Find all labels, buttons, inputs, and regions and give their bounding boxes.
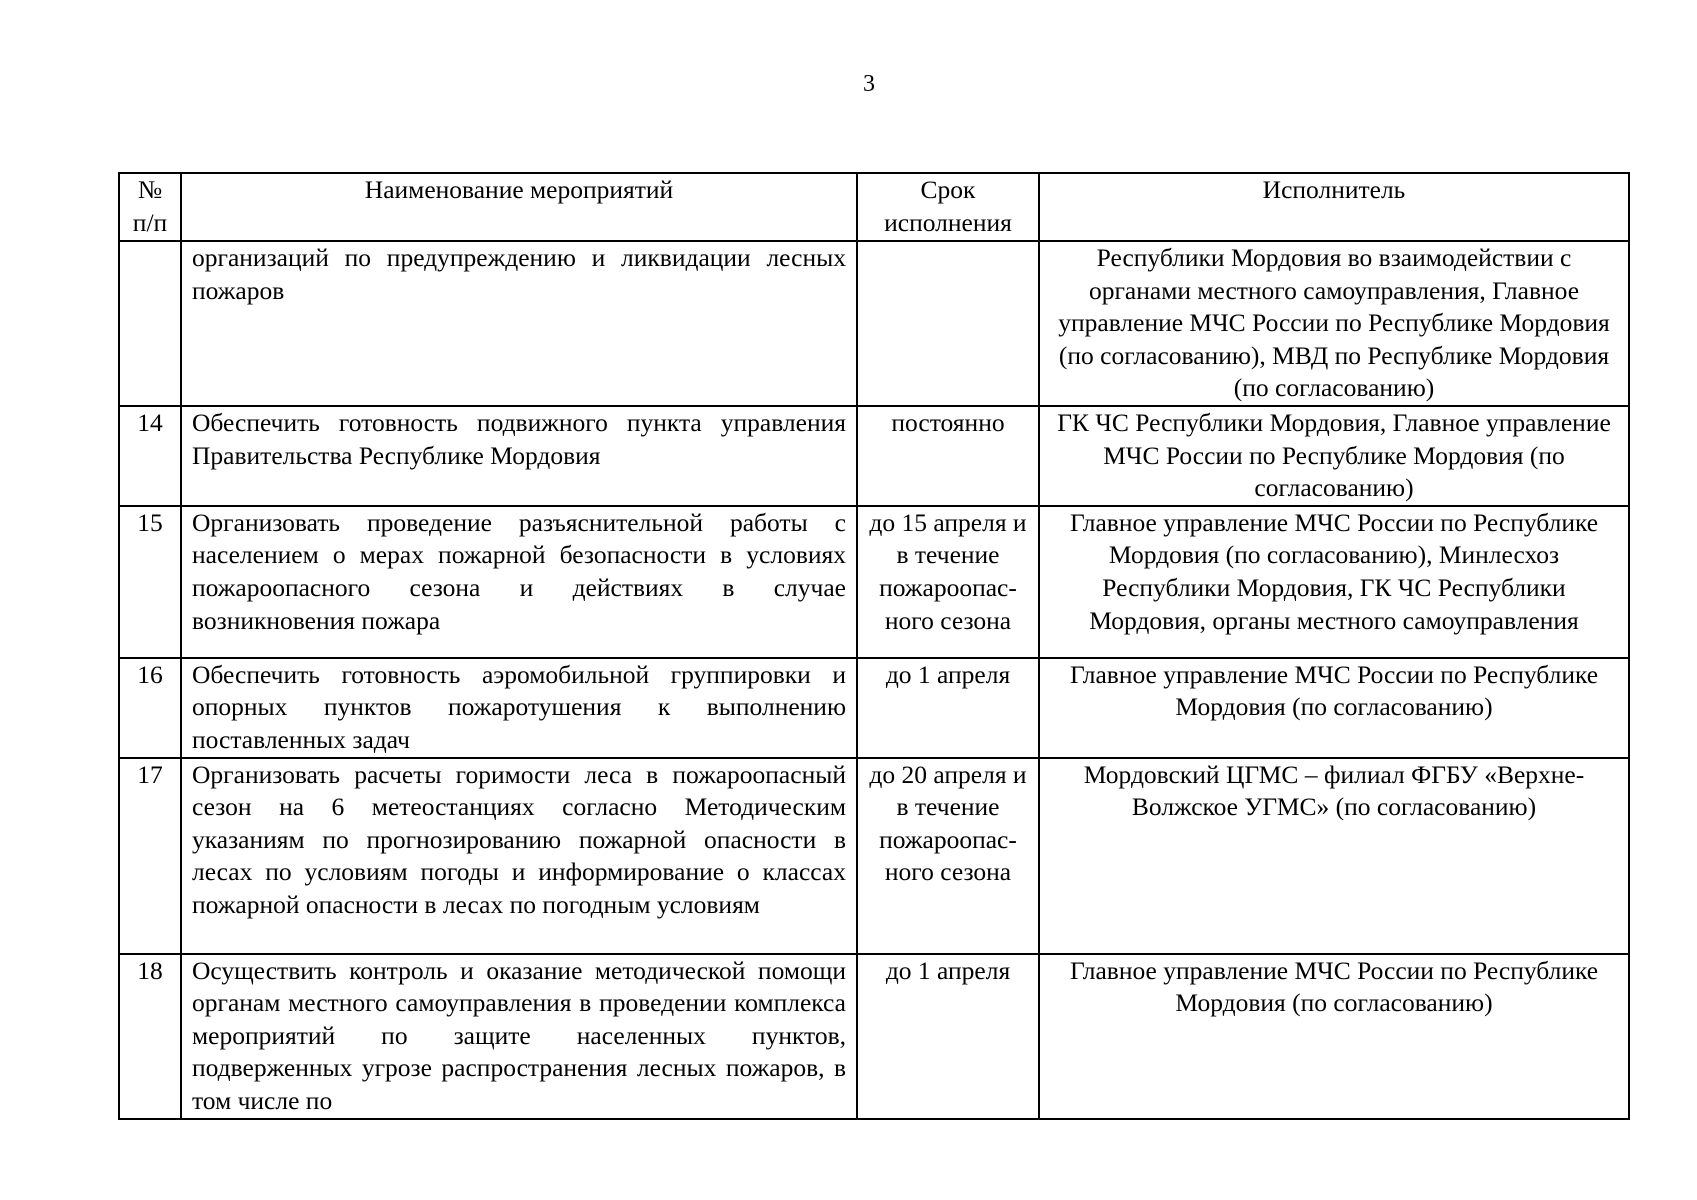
row-number: 18 [119, 954, 181, 1119]
table-row [119, 758, 1629, 954]
table-row [119, 406, 1629, 506]
row-deadline [857, 241, 1039, 406]
measures-table [118, 172, 1630, 1120]
row-measure: Обеспечить готовность аэромобильной группировки и опорных пунктов пожаротушения к выполнению поставленных задач [181, 658, 857, 758]
row-number: 17 [119, 758, 181, 954]
row-deadline: до 1 апреля [857, 954, 1039, 1119]
row-executor: Главное управление МЧС России по Республике Мордовия (по согласованию), Минлесхоз Республики Мордовия, ГК ЧС Республики Мордовия, органы местного самоуправления [1039, 506, 1629, 658]
header-executor: Исполнитель [1039, 173, 1629, 241]
row-deadline: постоянно [857, 406, 1039, 506]
row-measure: Осуществить контроль и оказание методической помощи органам местного самоуправления в проведении комплекса мероприятий по защите населенных пунктов, подверженных угрозе распространения лесных пожаров, в том числе по [181, 954, 857, 1119]
row-executor: Главное управление МЧС России по Республике Мордовия (по согласованию) [1039, 658, 1629, 758]
header-deadline: Срок исполнения [857, 173, 1039, 241]
table-row [119, 506, 1629, 658]
row-measure: Организовать проведение разъяснительной работы с населением о мерах пожарной безопасности в условиях пожароопасного сезона и действиях в случае возникновения пожара [181, 506, 857, 658]
row-measure: Организовать расчеты горимости леса в пожароопасный сезон на 6 метеостанциях согласно Методическим указаниям по прогнозированию пожарной опасности в лесах по условиям погоды и информирование о классах пожарной опасности в лесах по погодным условиям [181, 758, 857, 954]
row-deadline: до 20 апреля и в течение пожароопас-ного сезона [857, 758, 1039, 954]
row-measure: Обеспечить готовность подвижного пункта управления Правительства Республике Мордовия [181, 406, 857, 506]
row-executor: Мордовский ЦГМС – филиал ФГБУ «Верхне-Волжское УГМС» (по согласованию) [1039, 758, 1629, 954]
row-measure: организаций по предупреждению и ликвидации лесных пожаров [181, 241, 857, 406]
table-row [119, 241, 1629, 406]
header-number: № п/п [119, 173, 181, 241]
row-number: 16 [119, 658, 181, 758]
table-body [119, 241, 1629, 1119]
table-row [119, 658, 1629, 758]
table-header [119, 173, 1629, 241]
page-number: 3 [863, 71, 875, 97]
header-measure-name: Наименование мероприятий [181, 173, 857, 241]
header-row [119, 173, 1629, 241]
row-executor: Главное управление МЧС России по Республике Мордовия (по согласованию) [1039, 954, 1629, 1119]
row-number: 14 [119, 406, 181, 506]
row-executor: ГК ЧС Республики Мордовия, Главное управление МЧС России по Республике Мордовия (по согласованию) [1039, 406, 1629, 506]
table-row [119, 954, 1629, 1119]
row-deadline: до 15 апреля и в течение пожароопас-ного сезона [857, 506, 1039, 658]
row-number [119, 241, 181, 406]
row-number: 15 [119, 506, 181, 658]
row-deadline: до 1 апреля [857, 658, 1039, 758]
row-executor: Республики Мордовия во взаимодействии с органами местного самоуправления, Главное управление МЧС России по Республике Мордовия (по согласованию), МВД по Республике Мордовия (по согласованию) [1039, 241, 1629, 406]
